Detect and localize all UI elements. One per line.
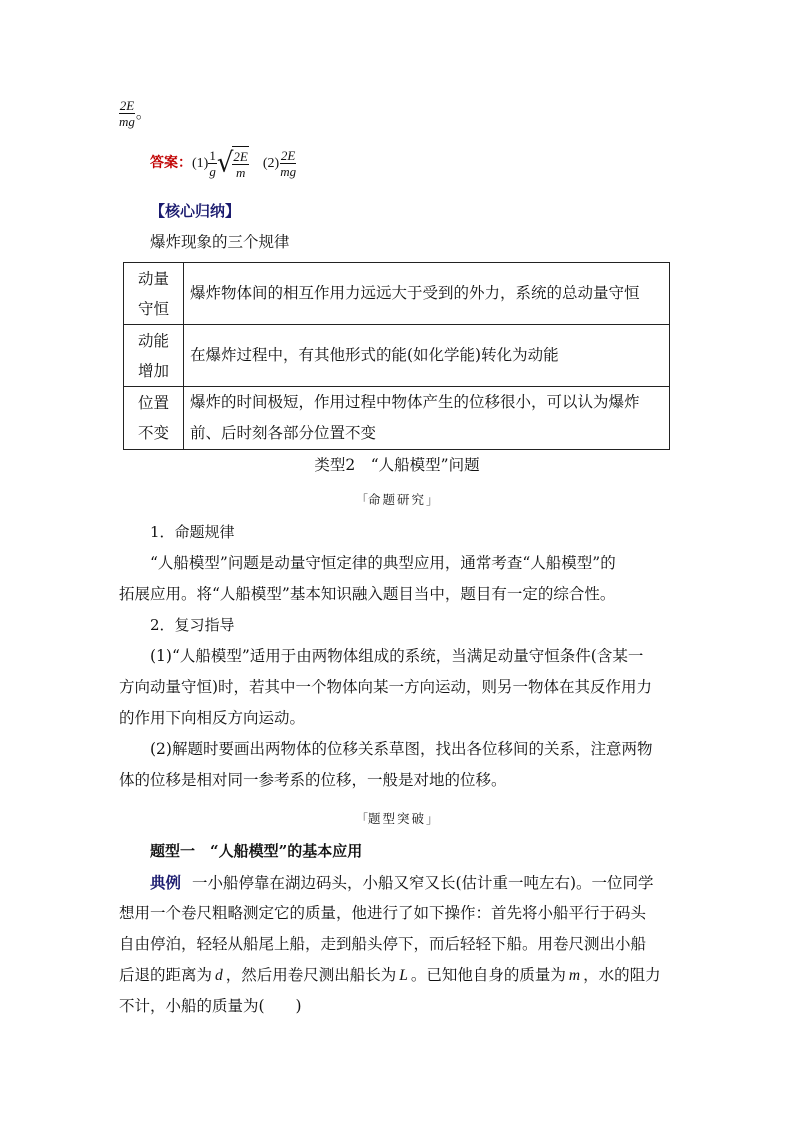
example-text: 后退的距离为: [119, 966, 213, 984]
paragraph-line: 方向动量守恒)时，若其中一个物体向某一方向运动，则另一物体在其反作用力: [119, 678, 653, 696]
fraction-period: 。: [135, 104, 152, 122]
variable-L: L: [399, 967, 408, 984]
rule-header-cell: [124, 387, 184, 450]
paragraph-line: 的作用下向相反方向运动。: [119, 709, 306, 727]
rule-header-line2: 守恒: [137, 299, 169, 318]
topic-title: 题型一 “人船模型”的基本应用: [150, 842, 363, 860]
rule-content-cell: 在爆炸过程中，有其他形式的能(如化学能)转化为动能: [184, 325, 670, 387]
section-label: 题型突破: [367, 811, 426, 826]
fraction-numerator: 2E: [280, 147, 296, 163]
type-title: 类型2 “人船模型”问题: [314, 456, 480, 474]
paragraph-line: (2)解题时要画出两物体的位移关系草图，找出各位移间的关系，注意两物: [150, 740, 653, 758]
answer-fraction-2e-over-mg: [279, 148, 297, 179]
bracket-close-icon: 」: [426, 812, 439, 826]
section-heading-breakthrough: [0, 806, 794, 831]
answer-part2-label: (2): [262, 155, 280, 171]
fraction-2e-over-m: [232, 149, 248, 180]
fraction-denominator: mg: [280, 163, 297, 179]
rule-header-line1: 动量: [137, 269, 169, 288]
fraction-2e-over-mg: [118, 98, 136, 129]
radicand: [232, 146, 248, 180]
fraction-denominator: m: [235, 164, 246, 180]
paragraph-line: “人船模型”问题是动量守恒定律的典型应用，通常考查“人船模型”的: [150, 554, 616, 572]
table-row: [124, 263, 670, 325]
paragraph-line: 拓展应用。将“人船模型”基本知识融入题目当中，题目有一定的综合性。: [119, 585, 616, 603]
bracket-open-icon: 「: [355, 493, 368, 507]
explosion-rules-table: [123, 262, 670, 450]
paragraph-line: 自由停泊，轻轻从船尾上船，走到船头停下，而后轻轻下船。用卷尺测出小船: [119, 935, 647, 953]
paragraph-line: 体的位移是相对同一参考系的位移，一般是对地的位移。: [119, 771, 507, 789]
top-fraction-line: [118, 98, 151, 129]
bracket-close-icon: 」: [426, 493, 439, 507]
variable-d: d: [215, 967, 223, 984]
fraction-numerator: 2E: [233, 148, 248, 164]
paragraph-line: 想用一个卷尺粗略测定它的质量，他进行了如下操作：首先将小船平行于码头: [119, 904, 647, 922]
section-label: 命题研究: [367, 492, 426, 507]
answer-label: 答案：: [150, 154, 192, 171]
rule-header-line1: 位置: [137, 394, 169, 412]
rule-header-line2: 不变: [137, 424, 169, 442]
answer-line: [150, 146, 297, 180]
radical-sign-icon: √: [216, 147, 234, 179]
example-text: ，然后用卷尺测出船长为: [225, 966, 397, 984]
rule-header-line2: 增加: [137, 361, 169, 380]
fraction-denominator: g: [209, 163, 216, 179]
rules-title: 爆炸现象的三个规律: [150, 233, 290, 251]
rule-header-cell: [124, 263, 184, 325]
square-root: [217, 146, 249, 180]
variable-m: m: [568, 967, 581, 984]
item1-title: 1．命题规律: [150, 523, 235, 541]
rule-content-cell: 爆炸的时间极短，作用过程中物体产生的位移很小，可以认为爆炸前、后时刻各部分位置不变: [184, 387, 670, 450]
table-row: [124, 387, 670, 450]
example-text: 。已知他自身的质量为: [410, 966, 566, 984]
answer-fraction-1-over-g: [208, 148, 217, 179]
core-summary-heading: 【核心归纳】: [150, 202, 241, 220]
paragraph-line: 不计，小船的质量为( ): [119, 997, 302, 1015]
fraction-numerator: 1: [209, 147, 216, 163]
example-line-1: [150, 867, 654, 899]
fraction-denominator: mg: [119, 114, 135, 129]
item2-title: 2．复习指导: [150, 616, 235, 634]
bracket-open-icon: 「: [355, 812, 368, 826]
rule-content-cell: 爆炸物体间的相互作用力远远大于受到的外力，系统的总动量守恒: [184, 263, 670, 325]
example-text: ，水的阻力: [583, 966, 661, 984]
table-row: [124, 325, 670, 387]
paragraph-line: (1)“人船模型”适用于由两物体组成的系统，当满足动量守恒条件(含某一: [150, 647, 644, 665]
rule-header-cell: [124, 325, 184, 387]
example-line-4: [119, 960, 661, 991]
example-label: 典例: [150, 873, 182, 892]
rule-header-line1: 动能: [137, 331, 169, 350]
example-text: 一小船停靠在湖边码头，小船又窄又长(估计重一吨左右)。一位同学: [191, 874, 654, 892]
fraction-numerator: 2E: [119, 98, 135, 113]
answer-part1-label: (1): [192, 155, 209, 171]
section-heading-research: [0, 487, 794, 512]
